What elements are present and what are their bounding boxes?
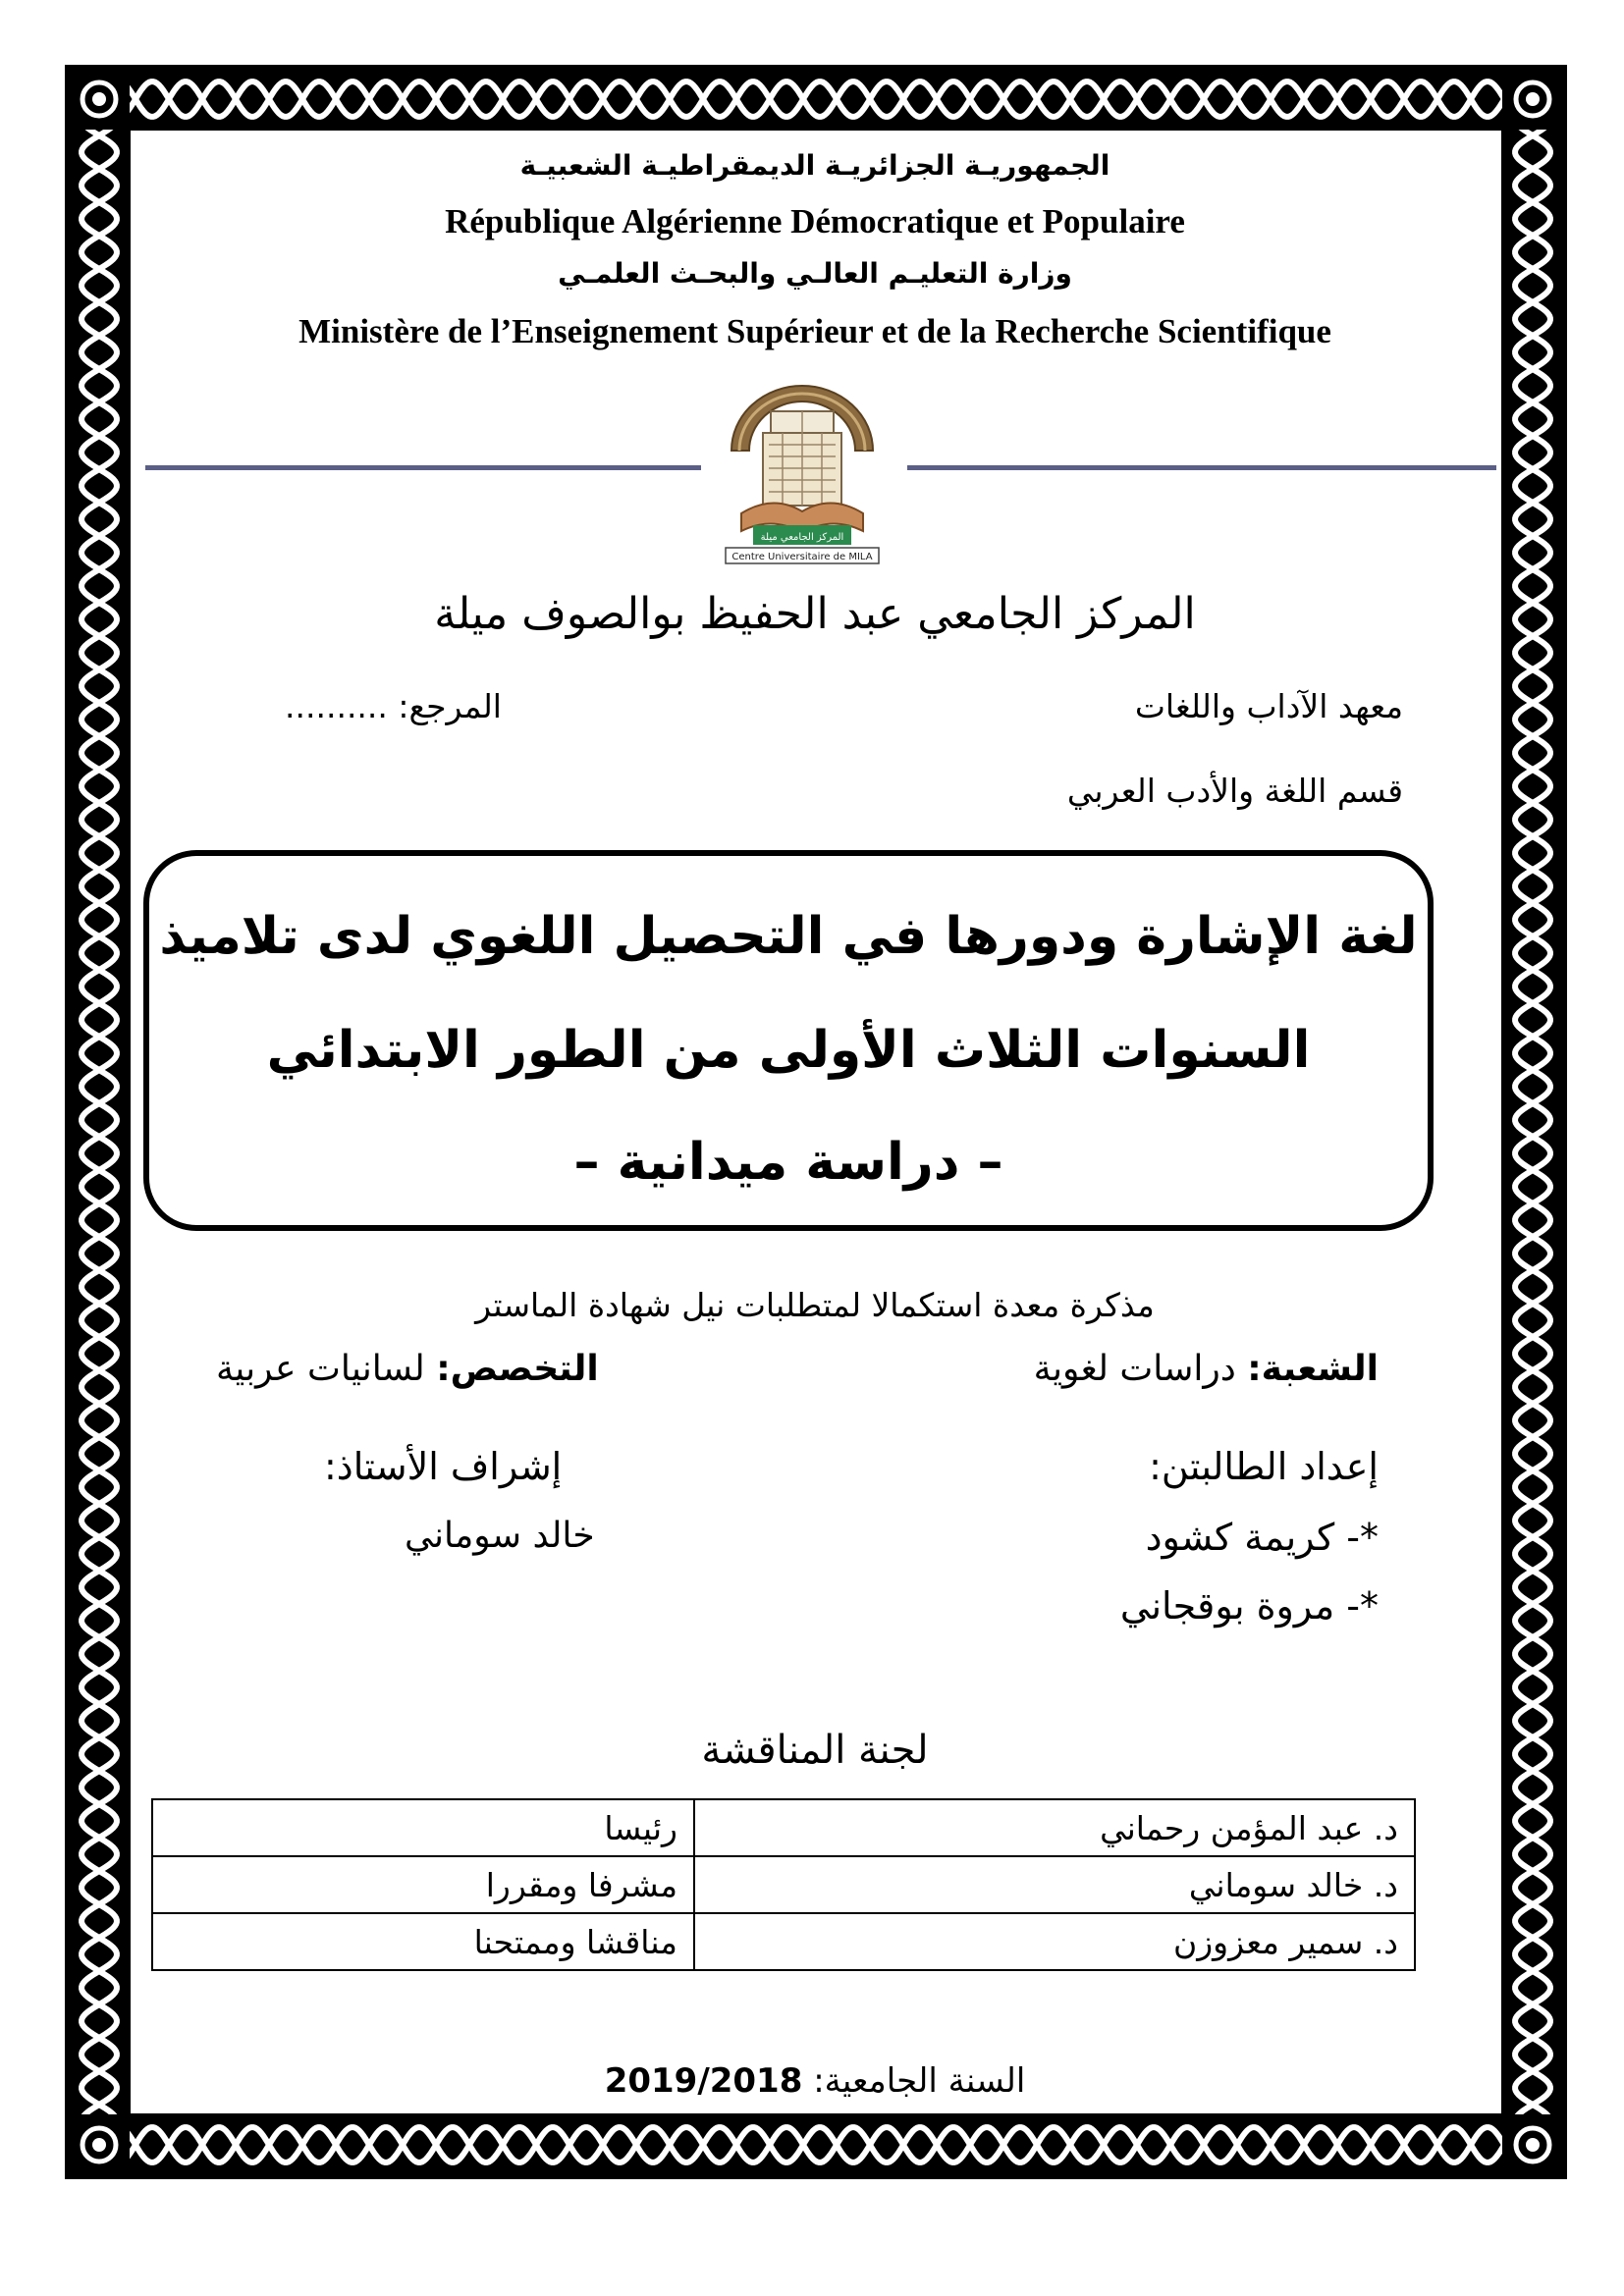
supervisor-label: إشراف الأستاذ: — [324, 1445, 563, 1488]
thesis-title-box — [143, 850, 1434, 1231]
member-role: مشرفا ومقررا — [152, 1856, 694, 1913]
corner-ornament — [69, 2114, 130, 2175]
border-ornament-bottom — [69, 2114, 1563, 2175]
thesis-title-line-2: السنوات الثلاث الأولى من الطور الابتدائي — [266, 1021, 1311, 1080]
specialty-field — [216, 1349, 599, 1389]
table-row — [152, 1856, 1415, 1913]
thesis-title-line-1: لغة الإشارة ودورها في التحصيل اللغوي لدى تلاميذ — [159, 907, 1418, 966]
member-name: د. خالد سوماني — [694, 1856, 1415, 1913]
table-row — [152, 1913, 1415, 1970]
branch-field — [1034, 1349, 1379, 1389]
committee-title: لجنة المناقشة — [701, 1728, 929, 1773]
header-rule-right — [907, 465, 1496, 470]
corner-ornament — [1502, 2114, 1563, 2175]
logo-caption: Centre Universitaire de MILA — [731, 552, 873, 562]
committee-table — [151, 1798, 1416, 1971]
student-name: *- مروة بوقجاني — [1119, 1584, 1379, 1628]
republic-name-french: République Algérienne Démocratique et Populaire — [445, 202, 1185, 240]
university-name: المركز الجامعي عبد الحفيظ بوالصوف ميلة — [434, 589, 1196, 639]
ministry-name-arabic: وزارة التعليـم العالـي والبحـث العلمـي — [558, 257, 1072, 290]
member-name: د. سمير معزوزن — [694, 1913, 1415, 1970]
university-logo — [724, 378, 881, 566]
border-ornament-top — [69, 69, 1563, 130]
corner-ornament — [69, 69, 130, 130]
reference-number: المرجع: .......... — [285, 687, 502, 725]
header-rule-left — [145, 465, 701, 470]
supervisor-name: خالد سوماني — [405, 1516, 595, 1556]
branch-value: دراسات لغوية — [1033, 1349, 1236, 1389]
ministry-name-french: Ministère de l’Enseignement Supérieur et de la Recherche Scientifique — [298, 312, 1331, 350]
thesis-subtitle: – دراسة ميدانية – — [573, 1133, 1003, 1192]
branch-label: الشعبة: — [1247, 1349, 1379, 1389]
academic-year — [393, 2061, 1237, 2101]
department-name: قسم اللغة والأدب العربي — [1066, 772, 1403, 810]
member-role: مناقشا وممتحنا — [152, 1913, 694, 1970]
member-role: رئيسا — [152, 1799, 694, 1856]
corner-ornament — [1502, 69, 1563, 130]
specialty-label: التخصص: — [436, 1349, 599, 1389]
logo-emblem-text: المركز الجامعي ميلة — [760, 532, 844, 543]
institute-name: معهد الآداب واللغات — [1134, 687, 1403, 725]
prepared-by-label: إعداد الطالبتن: — [1149, 1445, 1379, 1488]
member-name: د. عبد المؤمن رحماني — [694, 1799, 1415, 1856]
table-row — [152, 1799, 1415, 1856]
academic-year-value: 2019/2018 — [604, 2061, 803, 2101]
academic-year-label: السنة الجامعية: — [813, 2061, 1026, 2101]
border-ornament-left — [69, 69, 130, 2175]
border-ornament-right — [1502, 69, 1563, 2175]
student-name: *- كريمة كشود — [1145, 1516, 1379, 1559]
memo-statement: مذكرة معدة استكمالا لمتطلبات نيل شهادة الماستر — [475, 1286, 1155, 1324]
specialty-value: لسانيات عربية — [216, 1349, 425, 1389]
republic-name-arabic: الجمهوريـة الجزائريـة الديمقراطيـة الشعبيـة — [519, 149, 1110, 182]
